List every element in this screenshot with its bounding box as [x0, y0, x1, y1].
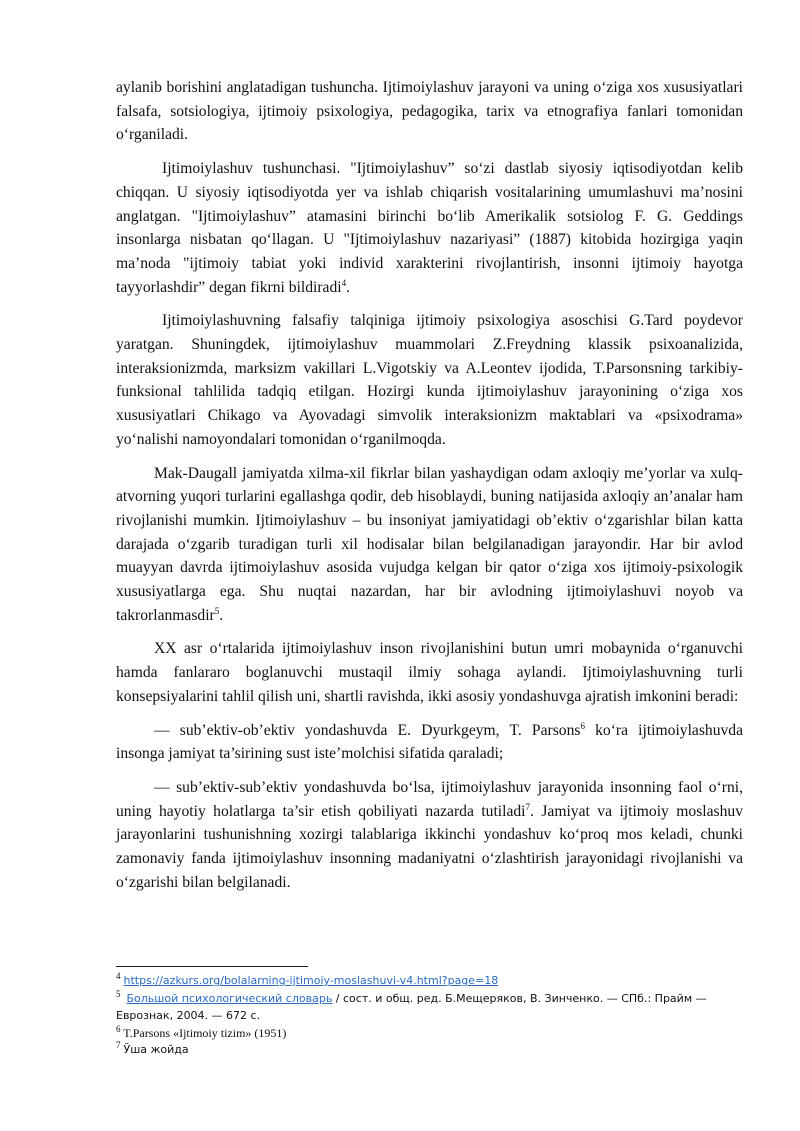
footnote-6-number: 6	[116, 1023, 121, 1034]
list-item-1-text: — sub’ektiv-ob’ektiv yondashuvda E. Dyurkgeym, T. Parsons	[154, 721, 581, 739]
paragraph-5-text: XX asr o‘rtalarida ijtimoiylashuv inson rivojlanishini butun umri mobaynida o‘rganuvchi hamda fanlararo boglanuvchi mustaqil ilmiy sohaga aylandi. Ijtimoiylashuvning turli konsepsiyalarini tahlil qilish uni, shartli ravishda, ikki asosiy yondashuvga ajratish imkonini beradi:	[116, 640, 743, 705]
footnote-separator	[116, 966, 308, 967]
paragraph-2	[116, 157, 743, 299]
paragraph-1	[116, 76, 743, 147]
footnote-5-text: / сост. и общ. ред. Б.Мещеряков, В. Зинченко. — СПб.: Прайм — Еврознак, 2004. — 672 с.	[116, 991, 707, 1022]
footnote-5	[116, 990, 743, 1025]
list-item-approach-1	[116, 719, 743, 766]
paragraph-1-text: aylanib borishini anglatadigan tushuncha. Ijtimoiylashuv jarayoni va uning o‘ziga xos xususiyatlari falsafa, sotsiologiya, ijtimoiy psixologiya, pedagogika, tarix va etnografiya fanlari tomonidan o‘rganiladi.	[116, 79, 743, 144]
footnote-ref-7[interactable]: 7	[525, 801, 531, 812]
paragraph-5	[116, 637, 743, 708]
list-item-1-end: ko‘ra ijtimoiylashuvda insonga jamiyat ta’sirining sust iste’molchisi sifatida qaraladi;	[116, 721, 744, 763]
footnote-6-text: T.Parsons «Ijtimoiy tizim» (1951)	[123, 1025, 287, 1040]
footnote-4	[116, 972, 743, 990]
paragraph-2-text: Ijtimoiylashuv tushunchasi. "Ijtimoiylashuv” so‘zi dastlab siyosiy iqtisodiyotdan kelib chiqqan. U siyosiy iqtisodiyotda yer va ishlab chiqarish vositalarining umumlashuvi ma’nosini anglatgan. "Ijtimoiylashuv” atamasini birinchi bo‘lib Amerikalik sotsiolog F. G. Geddings insonlarga nisbatan qo‘llagan. U "Ijtimoiylashuv nazariyasi” (1887) kitobida hozirgiga yaqin ma’noda "ijtimoiy tabiat yoki individ xarakterini rivojlantirish, insonni ijtimoiy hayotga tayyorlashdir” degan fikrni bildiradi	[116, 160, 743, 296]
list-item-2-end: . Jamiyat va ijtimoiy moslashuv jarayonlarini tushunishning xozirgi talablariga ikkinchi yondashuv ko‘proq mos keladi, chunki zamonaviy fanda ijtimoiylashuv insonning madaniyatni o‘zlashtirish jarayonidagi rivojlanishi va o‘zgarishi bilan belgilanadi.	[116, 802, 743, 891]
list-item-2-text: — sub’ektiv-sub’ektiv yondashuvda bo‘lsa, ijtimoiylashuv jarayonida insonning faol o‘rni, uning hayotiy holatlarga ta’sir etish qobiliyati nazarda tutiladi	[116, 778, 743, 820]
document-body	[116, 76, 743, 905]
paragraph-4-text: Mak-Daugall jamiyatda xilma-xil fikrlar bilan yashaydigan odam axloqiy me’yorlar va xulq-atvorning yuqori turlarini egallashga qodir, deb hisoblaydi, buning natijasida axloqiy an’analar ham rivojlanishi mumkin. Ijtimoiylashuv – bu insoniyat jamiyatidagi ob’ektiv o‘zgarishlar bilan katta darajada o‘zgarib turadigan turli xil hodisalar bilan belgilanadigan jarayondir. Har bir avlod muayyan davrda ijtimoiylashuv asosida vujudga kelgan bir qator o‘ziga xos ijtimoiy-psixologik xususiyatlarga ega. Shu nuqtai nazardan, har bir avlodning ijtimoiylashuvi noyob va takrorlanmasdir	[116, 464, 743, 624]
list-item-approach-2	[116, 776, 743, 895]
footnote-ref-5[interactable]: 5	[214, 605, 220, 616]
footnote-ref-4[interactable]: 4	[341, 277, 347, 288]
footnote-6	[116, 1025, 743, 1042]
footnote-7-number: 7	[116, 1040, 121, 1050]
footnotes	[116, 972, 743, 1059]
footnote-7	[116, 1041, 743, 1059]
paragraph-3-text: Ijtimoiylashuvning falsafiy talqiniga ijtimoiy psixologiya asoschisi G.Tard poydevor yaratgan. Shuningdek, ijtimoiylashuv muammolari Z.Freydning klassik psixoanalizida, interaksionizmda, marksizm vakillari L.Vigotskiy va A.Leontev ijodida, T.Parsonsning tarkibiy-funksional tahlilida tadqiq etilgan. Hozirgi kunda ijtimoiylashuv jarayonining o‘ziga xos xususiyatlari Chikago va Ayovadagi simvolik interaksionizm maktablari va «psixodrama» yo‘nalishi namoyondalari tomonidan o‘rganilmoqda.	[116, 312, 743, 448]
footnote-7-text: Ўша жойда	[123, 1043, 189, 1056]
paragraph-2-end: .	[346, 278, 351, 296]
footnote-5-number: 5	[116, 988, 121, 999]
footnote-ref-6[interactable]: 6	[580, 720, 585, 731]
paragraph-4	[116, 462, 743, 628]
footnote-4-number: 4	[116, 971, 121, 981]
footnote-4-link[interactable]: https://azkurs.org/bolalarning-ijtimoiy-moslashuvi-v4.html?page=18	[123, 974, 499, 987]
footnote-5-link[interactable]: Большой психологический словарь	[126, 991, 333, 1005]
paragraph-4-end: .	[219, 606, 224, 624]
paragraph-3	[116, 309, 743, 451]
